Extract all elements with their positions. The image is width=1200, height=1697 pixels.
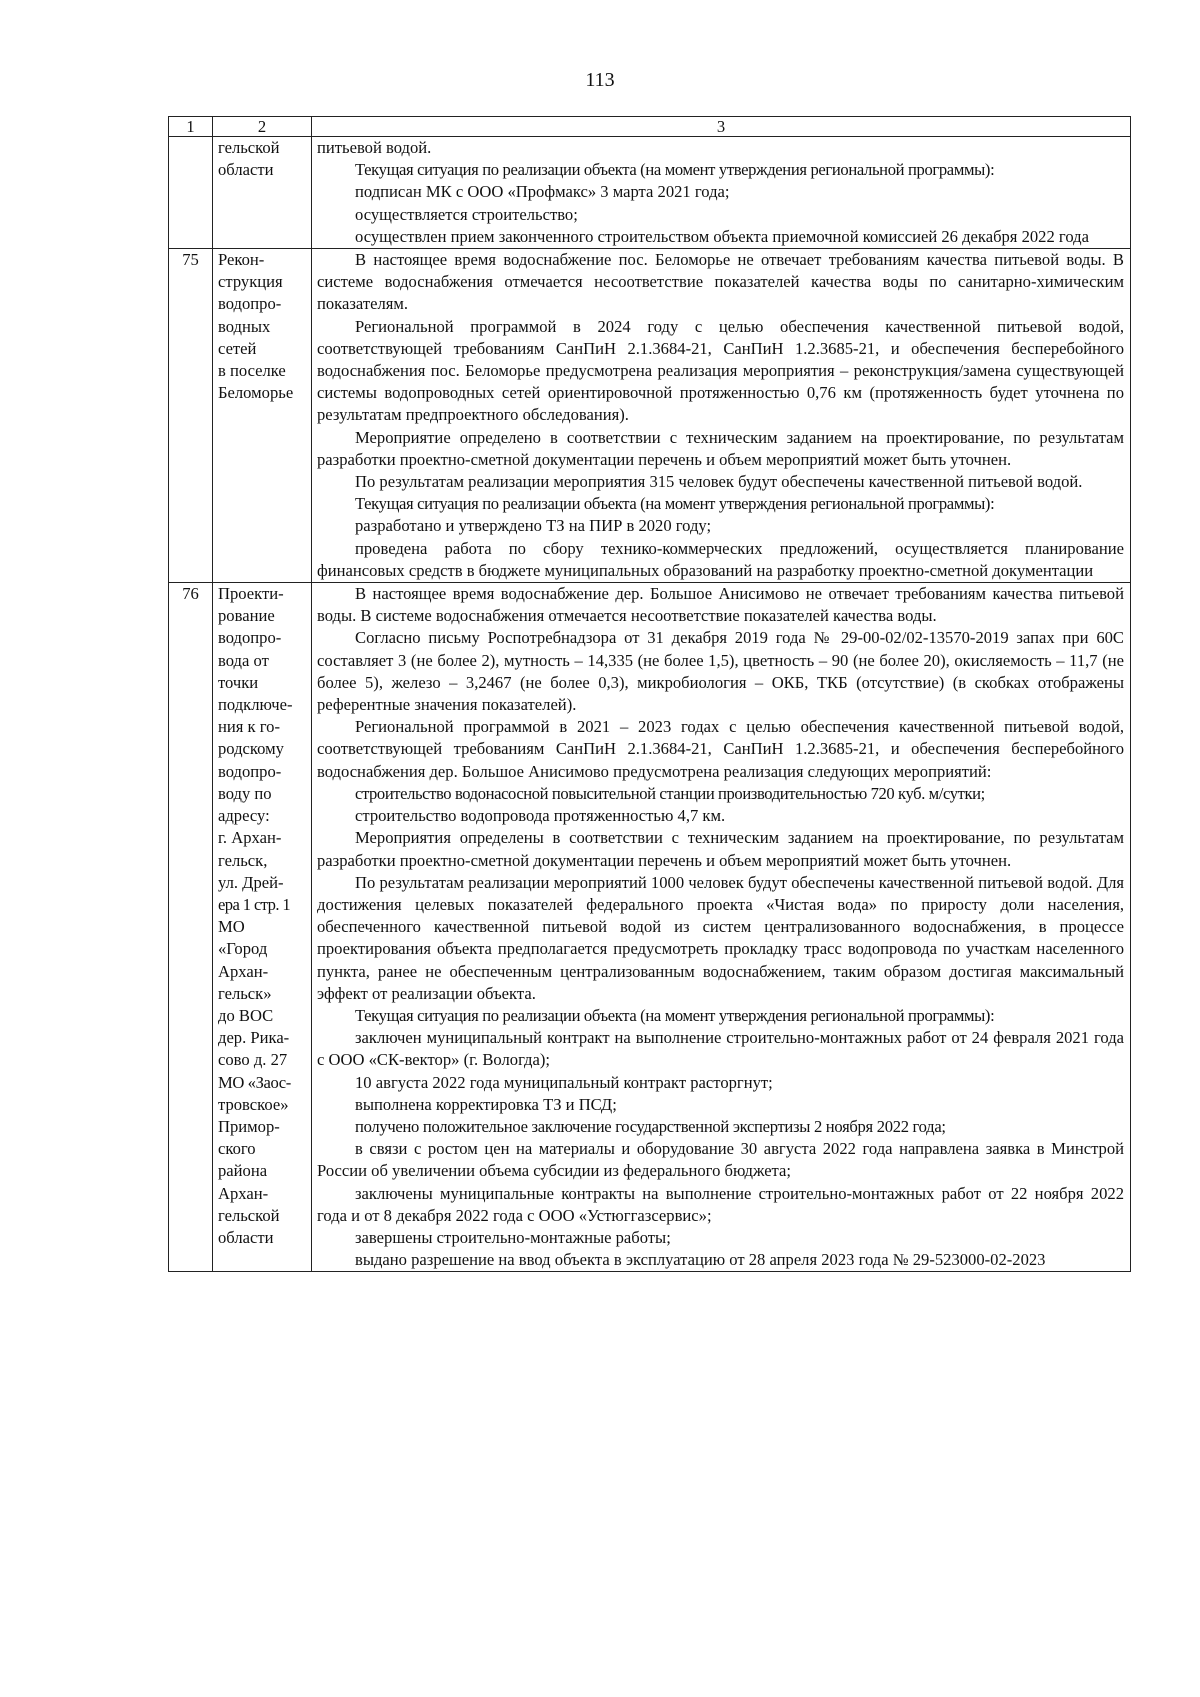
description-paragraph: Текущая ситуация по реализации объекта (на момент утверждения региональной программы): <box>355 1005 995 1025</box>
object-name-line: водопро- <box>218 294 282 314</box>
object-name-line: сово д. 27 <box>218 1050 288 1070</box>
description-paragraph: В настоящее время водоснабжение дер. Большое Анисимово не отвечает требованиям качества питьевой воды. В системе водоснабжения отмечается несоответствие показателей качества воды. <box>317 584 1124 626</box>
object-name-line: «Город <box>218 939 268 959</box>
object-name-line: воду по <box>218 783 272 803</box>
description-paragraph: Региональной программой в 2021 – 2023 годах с целью обеспечения качественной питьевой водой, соответствующей требованиям СанПиН 2.1.3684-21, СанПиН 1.2.3685-21, и обеспечения бесперебойного водоснабжения дер. Большое Анисимово предусмотрена реализация следующих мероприятий: <box>317 717 1124 781</box>
table-row <box>169 583 1131 1272</box>
object-name-line: МО «Заос- <box>218 1072 291 1092</box>
description-paragraph: 10 августа 2022 года муниципальный контракт расторгнут; <box>355 1072 773 1092</box>
description-paragraph: подписан МК с ООО «Профмакс» 3 марта 2021 года; <box>355 182 730 202</box>
object-name-line: района <box>218 1161 268 1181</box>
header-col-2: 2 <box>213 117 312 137</box>
object-name-cell <box>213 583 312 1272</box>
description-cell <box>312 583 1131 1272</box>
description-paragraph: По результатам реализации мероприятия 315 человек будут обеспечены качественной питьевой водой. <box>355 472 1083 492</box>
object-name-line: рование <box>218 606 275 626</box>
description-paragraph: строительство водонасосной повысительной станции производительностью 720 куб. м/сутки; <box>355 783 985 803</box>
object-name-line: ера 1 стр. 1 <box>218 894 291 914</box>
object-name-line: до ВОС <box>218 1005 274 1025</box>
object-name-line: области <box>218 1227 274 1247</box>
object-name-line: МО <box>218 917 245 937</box>
object-name-line: подключе- <box>218 695 293 715</box>
object-name-line: ского <box>218 1139 256 1159</box>
row-number <box>169 137 213 249</box>
description-paragraph: Текущая ситуация по реализации объекта (на момент утверждения региональной программы): <box>355 160 995 180</box>
object-name-cell <box>213 249 312 583</box>
description-paragraph: Региональной программой в 2024 году с целью обеспечения качественной питьевой водой, соответствующей требованиям СанПиН 2.1.3684-21, СанПиН 1.2.3685-21, и обеспечения бесперебойного водоснабжения пос. Беломорье предусмотрена реализация мероприятия – реконструкция/замена существующей системы водопроводных сетей ориентировочной протяженностью 0,76 км (протяженность будет уточнена по результатам предпроектного обследования). <box>317 316 1124 425</box>
object-name-line: Проекти- <box>218 584 284 604</box>
description-paragraph: Согласно письму Роспотребнадзора от 31 декабря 2019 года № 29-00-02/02-13570-2019 запах при 60С составляет 3 (не более 2), мутность – 14,335 (не более 1,5), цветность – 90 (не более 20), окисляемость – 11,7 (не более 5), железо – 3,2467 (не более 0,3), микробиология – ОКБ, ТКБ (отсутствие) (в скобках отображены референтные значения показателей). <box>317 628 1124 715</box>
object-name-line: родскому <box>218 739 284 759</box>
object-name-line: гельск» <box>218 983 272 1003</box>
description-paragraph: выдано разрешение на ввод объекта в эксплуатацию от 28 апреля 2023 года № 29-523000-02-2023 <box>355 1250 1046 1270</box>
description-paragraph: В настоящее время водоснабжение пос. Беломорье не отвечает требованиям качества питьевой воды. В системе водоснабжения отмечается несоответствие показателей качества воды по санитарно-химическим показателям. <box>317 250 1124 314</box>
table-row <box>169 249 1131 583</box>
object-name-line: ул. Дрей- <box>218 872 284 892</box>
object-name-line: гельской <box>218 1205 280 1225</box>
description-paragraph: Мероприятия определены в соответствии с техническим заданием на проектирование, по результатам разработки проектно-сметной документации перечень и объем мероприятий может быть уточнен. <box>317 828 1124 870</box>
description-paragraph: выполнена корректировка ТЗ и ПСД; <box>355 1094 617 1114</box>
description-cell <box>312 249 1131 583</box>
description-paragraph: осуществлен прием законченного строительством объекта приемочной комиссией 26 декабря 2022 года <box>355 226 1089 246</box>
object-name-line: сетей <box>218 338 257 358</box>
description-paragraph: Текущая ситуация по реализации объекта (на момент утверждения региональной программы): <box>355 494 995 514</box>
description-paragraph: в связи с ростом цен на материалы и оборудование 30 августа 2022 года направлена заявка в Минстрой России об увеличении объема субсидии из федерального бюджета; <box>317 1139 1124 1181</box>
object-name-line: водных <box>218 316 271 336</box>
description-paragraph: получено положительное заключение государственной экспертизы 2 ноября 2022 года; <box>355 1116 946 1136</box>
description-paragraph: строительство водопровода протяженностью 4,7 км. <box>355 806 726 826</box>
description-paragraph: заключен муниципальный контракт на выполнение строительно-монтажных работ от 24 февраля 2021 года с ООО «СК-вектор» (г. Вологда); <box>317 1028 1124 1070</box>
object-name-line: Примор- <box>218 1116 280 1136</box>
table-header-row <box>169 117 1131 137</box>
object-name-line: вода от <box>218 650 269 670</box>
description-paragraph: По результатам реализации мероприятий 1000 человек будут обеспечены качественной питьевой водой. Для достижения целевых показателей федерального проекта «Чистая вода» по приросту доли населения, обеспеченного качественной питьевой водой из систем централизованного водоснабжения, в процессе проектирования объекта предполагается предусмотреть прокладку трасс водопровода по участкам населенного пункта, ранее не обеспеченным централизованным водоснабжением, таким образом достигая максимальный эффект от реализации объекта. <box>317 872 1124 1003</box>
description-paragraph: завершены строительно-монтажные работы; <box>355 1227 671 1247</box>
object-name-line: водопро- <box>218 628 282 648</box>
object-name-cell <box>213 137 312 249</box>
program-table <box>168 116 1131 1272</box>
description-paragraph: разработано и утверждено ТЗ на ПИР в 2020 году; <box>355 516 712 536</box>
object-name-line: Беломорье <box>218 383 294 403</box>
description-paragraph: питьевой водой. <box>317 138 432 157</box>
row-number: 75 <box>169 249 213 583</box>
description-paragraph: Мероприятие определено в соответствии с техническим заданием на проектирование, по результатам разработки проектно-сметной документации перечень и объем мероприятий может быть уточнен. <box>317 427 1124 469</box>
description-cell <box>312 137 1131 249</box>
row-number: 76 <box>169 583 213 1272</box>
object-name-line: Рекон- <box>218 250 265 270</box>
object-name-line: ния к го- <box>218 717 280 737</box>
object-name-line: струкция <box>218 272 283 292</box>
description-paragraph: осуществляется строительство; <box>355 204 578 224</box>
object-name-line: гельской <box>218 138 280 157</box>
description-paragraph: заключены муниципальные контракты на выполнение строительно-монтажных работ от 22 ноября 2022 года и от 8 декабря 2022 года с ООО «Устюггазсервис»; <box>317 1183 1124 1225</box>
object-name-line: тровское» <box>218 1094 289 1114</box>
object-name-line: дер. Рика- <box>218 1028 290 1048</box>
description-paragraph: проведена работа по сбору технико-коммерческих предложений, осуществляется планирование финансовых средств в бюджете муниципальных образований на разработку проектно-сметной документации <box>317 538 1124 580</box>
object-name-line: точки <box>218 672 259 692</box>
object-name-line: в поселке <box>218 361 286 381</box>
header-col-3: 3 <box>312 117 1131 137</box>
object-name-line: г. Архан- <box>218 828 282 848</box>
page-number: 113 <box>585 69 615 91</box>
object-name-line: Архан- <box>218 961 269 981</box>
table-row <box>169 137 1131 249</box>
header-col-1: 1 <box>169 117 213 137</box>
object-name-line: адресу: <box>218 806 270 826</box>
object-name-line: Архан- <box>218 1183 269 1203</box>
object-name-line: области <box>218 160 274 180</box>
object-name-line: водопро- <box>218 761 282 781</box>
object-name-line: гельск, <box>218 850 268 870</box>
